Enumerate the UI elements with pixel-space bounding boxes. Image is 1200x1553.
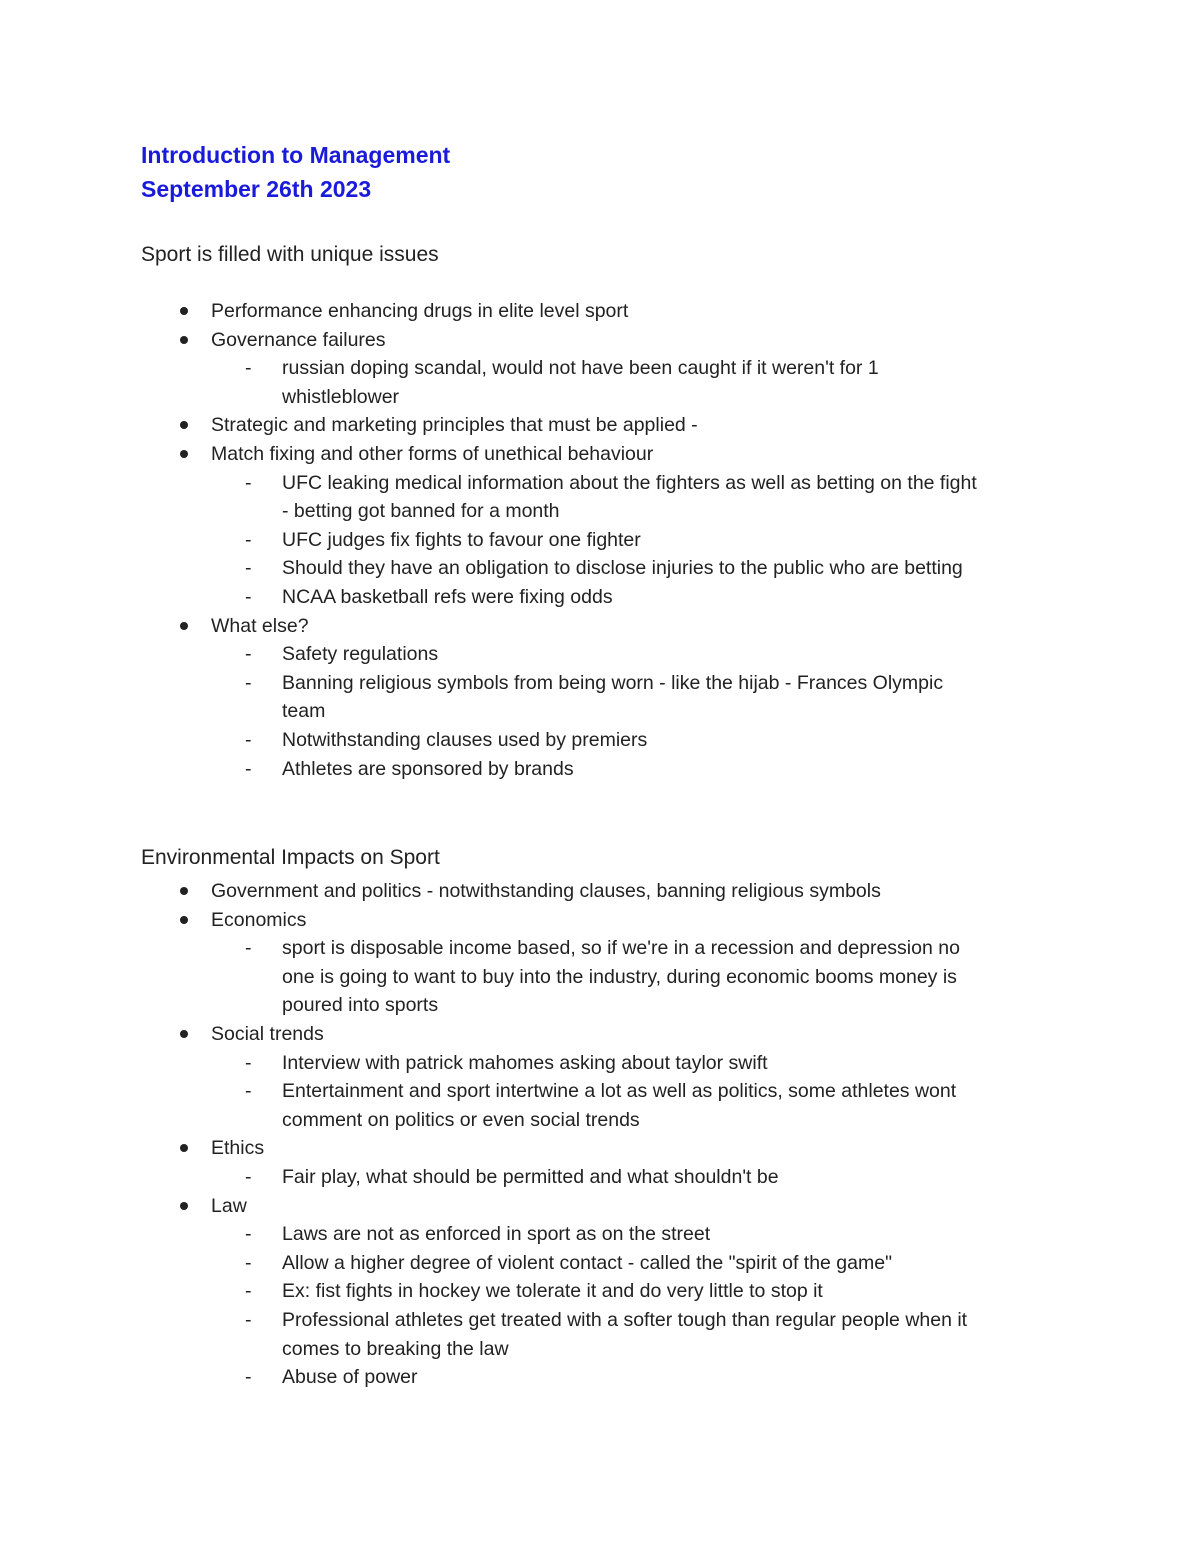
sub-list-item: UFC leaking medical information about the fighters as well as betting on the fight	[282, 471, 977, 494]
sub-list-item: Allow a higher degree of violent contact - called the "spirit of the game"	[282, 1251, 893, 1274]
dash-marker: -	[245, 1223, 252, 1246]
dash-marker: -	[245, 729, 252, 751]
bullet-icon	[180, 916, 188, 924]
document-title: Introduction to Management	[141, 142, 451, 168]
bullet-icon	[180, 421, 188, 429]
sub-list-item: Notwithstanding clauses used by premiers	[282, 729, 648, 751]
sub-list-item: comes to breaking the law	[282, 1337, 509, 1360]
dash-marker: -	[245, 357, 252, 380]
bullet-icon	[180, 307, 188, 315]
document-date: September 26th 2023	[141, 176, 372, 202]
section-heading: Sport is filled with unique issues	[141, 243, 439, 266]
sub-list-item: russian doping scandal, would not have been caught if it weren't for 1	[282, 357, 879, 380]
sub-list-item: Ex: fist fights in hockey we tolerate it and do very little to stop it	[282, 1280, 823, 1303]
sub-list-item: Athletes are sponsored by brands	[282, 757, 574, 780]
sub-list-item: team	[282, 700, 326, 723]
dash-marker: -	[245, 586, 252, 608]
list-item: Match fixing and other forms of unethical behaviour	[211, 443, 654, 465]
sub-list-item: UFC judges fix fights to favour one fighter	[282, 528, 641, 551]
dash-marker: -	[245, 643, 252, 666]
dash-marker: -	[245, 1166, 252, 1188]
section-heading: Environmental Impacts on Sport	[141, 846, 440, 869]
list-item: Law	[211, 1194, 247, 1217]
sub-list-item: Banning religious symbols from being worn - like the hijab - Frances Olympic	[282, 671, 944, 694]
list-item: Strategic and marketing principles that must be applied -	[211, 414, 698, 437]
dash-marker: -	[245, 1251, 252, 1274]
sub-list-item: Should they have an obligation to disclose injuries to the public who are betting	[282, 557, 963, 580]
bullet-icon	[180, 1202, 188, 1210]
dash-marker: -	[245, 1309, 252, 1331]
sub-list-item: Entertainment and sport intertwine a lot as well as politics, some athletes wont	[282, 1080, 957, 1103]
dash-marker: -	[245, 1051, 252, 1074]
sub-list-item: Fair play, what should be permitted and what shouldn't be	[282, 1166, 779, 1188]
list-item: Economics	[211, 908, 307, 931]
bullet-icon	[180, 887, 188, 895]
sub-list-item: Interview with patrick mahomes asking about taylor swift	[282, 1051, 768, 1074]
dash-marker: -	[245, 1280, 252, 1303]
dash-marker: -	[245, 1366, 252, 1389]
bullet-icon	[180, 1144, 188, 1152]
dash-marker: -	[245, 557, 252, 580]
bullet-icon	[180, 336, 188, 344]
dash-marker: -	[245, 528, 252, 551]
bullet-icon	[180, 450, 188, 458]
sub-list-item: Professional athletes get treated with a softer tough than regular people when it	[282, 1309, 968, 1331]
bullet-icon	[180, 1030, 188, 1038]
sub-list-item: one is going to want to buy into the industry, during economic booms money is	[282, 965, 957, 988]
sub-list-item: NCAA basketball refs were fixing odds	[282, 586, 613, 608]
dash-marker: -	[245, 471, 252, 494]
bullet-icon	[180, 622, 188, 630]
sub-list-item: Abuse of power	[282, 1366, 418, 1389]
sub-list-item: comment on politics or even social trends	[282, 1108, 640, 1131]
dash-marker: -	[245, 1080, 252, 1103]
dash-marker: -	[245, 757, 252, 780]
list-item: What else?	[211, 614, 309, 637]
dash-marker: -	[245, 671, 252, 694]
sub-list-item: poured into sports	[282, 994, 439, 1017]
dash-marker: -	[245, 937, 252, 960]
list-item: Performance enhancing drugs in elite level sport	[211, 300, 629, 322]
sub-list-item: - betting got banned for a month	[282, 500, 560, 523]
sub-list-item: sport is disposable income based, so if we're in a recession and depression no	[282, 937, 960, 960]
list-item: Governance failures	[211, 328, 386, 351]
sub-list-item: whistleblower	[282, 385, 400, 408]
sub-list-item: Safety regulations	[282, 643, 439, 666]
sub-list-item: Laws are not as enforced in sport as on the street	[282, 1223, 711, 1246]
list-item: Government and politics - notwithstanding clauses, banning religious symbols	[211, 880, 881, 902]
list-item: Social trends	[211, 1023, 324, 1045]
list-item: Ethics	[211, 1137, 265, 1160]
